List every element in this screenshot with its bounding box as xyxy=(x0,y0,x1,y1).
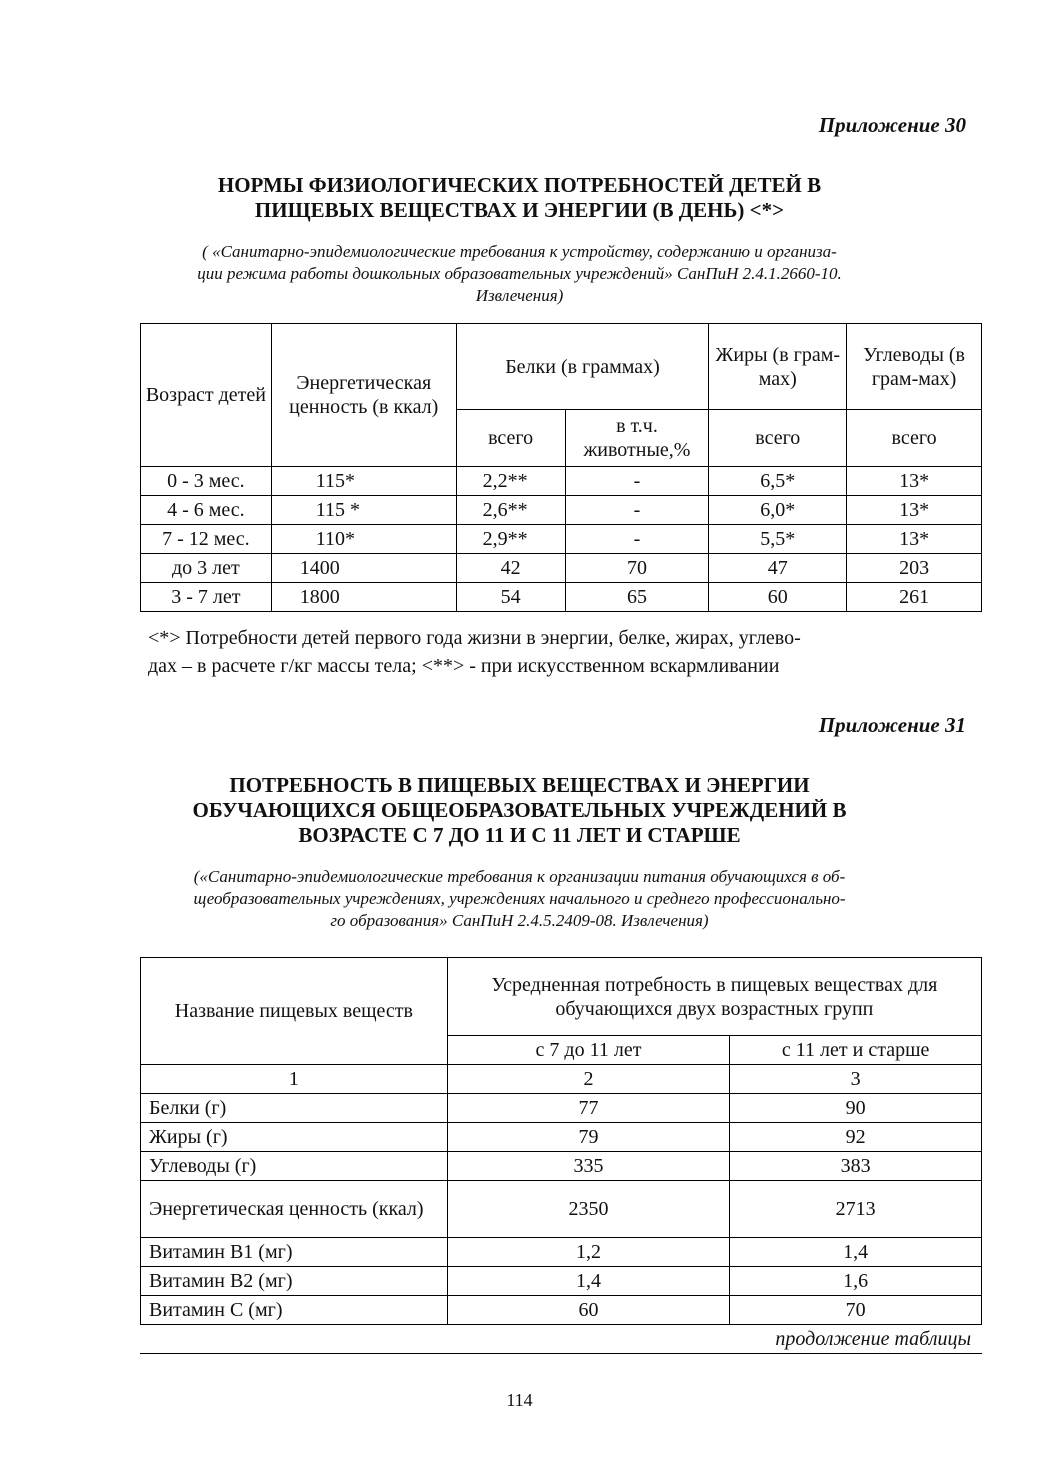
cell: 383 xyxy=(730,1152,982,1181)
cell: Белки (г) xyxy=(141,1094,448,1123)
cell: 1800 xyxy=(271,583,456,612)
cell: 79 xyxy=(447,1123,730,1152)
cell: 54 xyxy=(456,583,565,612)
cell: до 3 лет xyxy=(141,554,272,583)
cell: 1400 xyxy=(271,554,456,583)
footnote xyxy=(148,624,988,680)
cell: - xyxy=(565,467,709,496)
cell: 65 xyxy=(565,583,709,612)
cell: 2,6** xyxy=(456,496,565,525)
cell: 5,5* xyxy=(709,525,847,554)
table-row xyxy=(141,1267,982,1296)
cell: 4 - 6 мес. xyxy=(141,496,272,525)
header-group-7-11: с 7 до 11 лет xyxy=(447,1036,730,1065)
cell: Энергетическая ценность (ккал) xyxy=(141,1181,448,1238)
cell: Жиры (г) xyxy=(141,1123,448,1152)
table-row xyxy=(141,1238,982,1267)
header-proteins-animal: в т.ч. животные,% xyxy=(565,410,709,467)
cell: 110* xyxy=(271,525,456,554)
cell: 70 xyxy=(565,554,709,583)
cell: 261 xyxy=(847,583,982,612)
continuation-note: продолжение таблицы xyxy=(775,1328,971,1350)
cell: - xyxy=(565,525,709,554)
table-row xyxy=(141,467,982,496)
cell: Витамин В2 (мг) xyxy=(141,1267,448,1296)
table-row xyxy=(141,1094,982,1123)
title-31-line-3: ВОЗРАСТЕ С 7 ДО 11 И С 11 ЛЕТ И СТАРШЕ xyxy=(298,823,741,847)
cell: 13* xyxy=(847,496,982,525)
header-carbs: Углеводы (в грам-мах) xyxy=(847,324,982,410)
appendix-30-label: Приложение 30 xyxy=(818,113,966,137)
header-fats-total: всего xyxy=(709,410,847,467)
source-31-line-3: го образования» СанПиН 2.4.5.2409-08. Извлечения) xyxy=(330,911,709,930)
column-number: 3 xyxy=(730,1065,982,1094)
header-proteins-total: всего xyxy=(456,410,565,467)
title-31 xyxy=(0,773,1039,848)
cell: 90 xyxy=(730,1094,982,1123)
table-row xyxy=(141,1065,982,1094)
header-proteins: Белки (в граммах) xyxy=(456,324,709,410)
header-fats: Жиры (в грам-мах) xyxy=(709,324,847,410)
table-row xyxy=(141,1181,982,1238)
cell: 115 * xyxy=(271,496,456,525)
footnote-line-1: <*> Потребности детей первого года жизни в энергии, белке, жирах, углево- xyxy=(148,627,801,649)
cell: 60 xyxy=(447,1296,730,1325)
cell: 335 xyxy=(447,1152,730,1181)
cell: 3 - 7 лет xyxy=(141,583,272,612)
source-30-line-3: Извлечения) xyxy=(475,286,564,305)
cell: 2713 xyxy=(730,1181,982,1238)
cell: 60 xyxy=(709,583,847,612)
header-carbs-total: всего xyxy=(847,410,982,467)
cell: 2350 xyxy=(447,1181,730,1238)
appendix-31-label: Приложение 31 xyxy=(818,713,966,737)
table-row xyxy=(141,1296,982,1325)
title-31-line-1: ПОТРЕБНОСТЬ В ПИЩЕВЫХ ВЕЩЕСТВАХ И ЭНЕРГИИ xyxy=(229,773,810,797)
column-number: 2 xyxy=(447,1065,730,1094)
source-30 xyxy=(0,241,1039,307)
cell: 13* xyxy=(847,467,982,496)
cell: 70 xyxy=(730,1296,982,1325)
header-nutrient-name: Название пищевых веществ xyxy=(141,958,448,1065)
source-30-line-2: ции режима работы дошкольных образовательных учреждений» СанПиН 2.4.1.2660-10. xyxy=(197,264,842,283)
cell: - xyxy=(565,496,709,525)
table-row xyxy=(141,496,982,525)
cell: 47 xyxy=(709,554,847,583)
table-row xyxy=(141,525,982,554)
cell: 1,6 xyxy=(730,1267,982,1296)
source-30-line-1: ( «Санитарно-эпидемиологические требования к устройству, содержанию и организа- xyxy=(202,242,837,261)
title-31-line-2: ОБУЧАЮЩИХСЯ ОБЩЕОБРАЗОВАТЕЛЬНЫХ УЧРЕЖДЕНИЙ В xyxy=(192,798,847,822)
cell: 2,2** xyxy=(456,467,565,496)
table-row xyxy=(141,583,982,612)
title-30-line-1: НОРМЫ ФИЗИОЛОГИЧЕСКИХ ПОТРЕБНОСТЕЙ ДЕТЕЙ В xyxy=(217,173,822,197)
source-31 xyxy=(0,866,1039,932)
page-number: 114 xyxy=(506,1390,533,1410)
cell: 1,2 xyxy=(447,1238,730,1267)
cell: 2,9** xyxy=(456,525,565,554)
source-31-line-2: щеобразовательных учреждениях, учреждениях начального и среднего профессионально- xyxy=(193,889,846,908)
header-average-need: Усредненная потребность в пищевых веществах для обучающихся двух возрастных групп xyxy=(447,958,981,1036)
table-row xyxy=(141,554,982,583)
table-child-needs xyxy=(140,323,982,612)
source-31-line-1: («Санитарно-эпидемиологические требования к организации питания обучающихся в об- xyxy=(193,867,846,886)
cell: 115* xyxy=(271,467,456,496)
cell: 1,4 xyxy=(447,1267,730,1296)
cell: 13* xyxy=(847,525,982,554)
header-group-11-plus: с 11 лет и старше xyxy=(730,1036,982,1065)
cell: 77 xyxy=(447,1094,730,1123)
cell: 203 xyxy=(847,554,982,583)
column-number: 1 xyxy=(141,1065,448,1094)
cell: 7 - 12 мес. xyxy=(141,525,272,554)
cell: Углеводы (г) xyxy=(141,1152,448,1181)
footnote-line-2: дах – в расчете г/кг массы тела; <**> - при искусственном вскармливании xyxy=(148,655,780,677)
cell: Витамин С (мг) xyxy=(141,1296,448,1325)
divider xyxy=(140,1353,982,1354)
table-row xyxy=(141,1123,982,1152)
title-30-line-2: ПИЩЕВЫХ ВЕЩЕСТВАХ И ЭНЕРГИИ (В ДЕНЬ) <*> xyxy=(254,198,785,222)
cell: 1,4 xyxy=(730,1238,982,1267)
header-age: Возраст детей xyxy=(141,324,272,467)
cell: 6,0* xyxy=(709,496,847,525)
header-energy: Энергетическая ценность (в ккал) xyxy=(271,324,456,467)
cell: Витамин В1 (мг) xyxy=(141,1238,448,1267)
cell: 42 xyxy=(456,554,565,583)
table-student-needs xyxy=(140,957,982,1325)
cell: 0 - 3 мес. xyxy=(141,467,272,496)
cell: 92 xyxy=(730,1123,982,1152)
cell: 6,5* xyxy=(709,467,847,496)
title-30 xyxy=(0,173,1039,223)
table-row xyxy=(141,1152,982,1181)
